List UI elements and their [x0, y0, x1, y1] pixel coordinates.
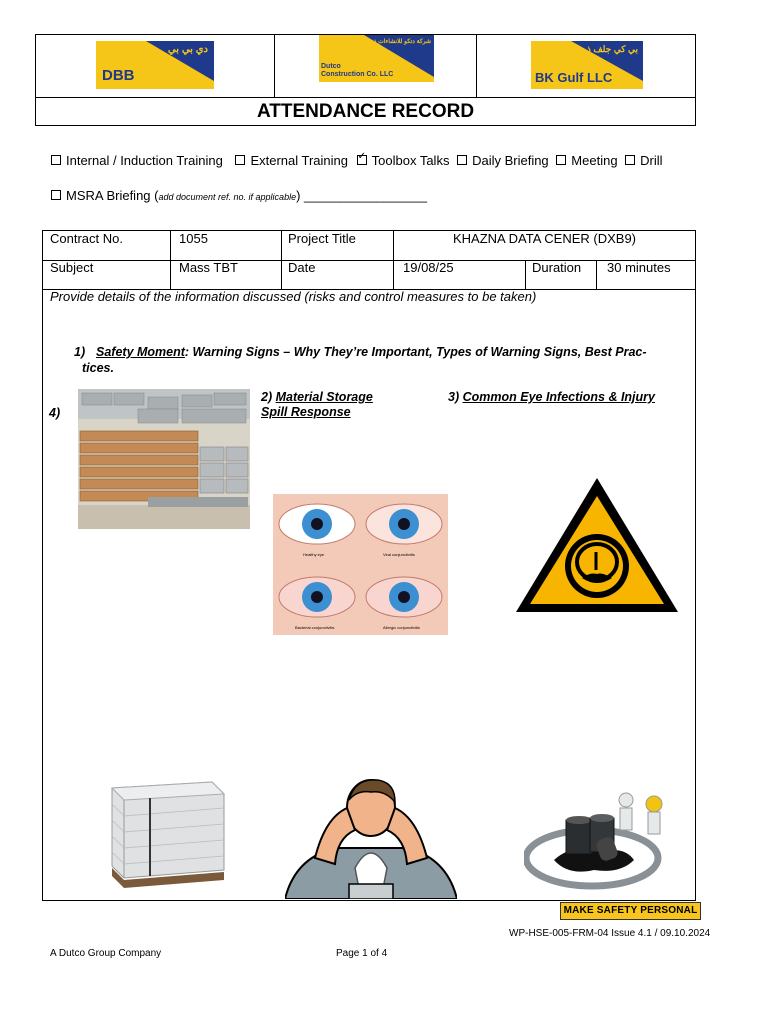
eye-caption: Bacterial conjunctivitis — [295, 625, 335, 630]
spill-warning-sign-icon — [512, 474, 682, 616]
project-title-value: KHAZNA DATA CENER (DXB9) — [453, 231, 636, 246]
item-1-title: Safety Moment — [96, 345, 185, 359]
contract-label: Contract No. — [50, 231, 123, 246]
dbb-logo — [96, 41, 214, 89]
table-divider — [525, 260, 526, 289]
logo-cell-bkgulf — [477, 35, 696, 97]
eye-caption: Viral conjunctivitis — [383, 552, 415, 557]
option-label: External Training — [250, 153, 349, 168]
document-reference: WP-HSE-005-FRM-04 Issue 4.1 / 09.10.2024 — [509, 928, 711, 939]
item-3-title: Common Eye Infections & Injury — [462, 390, 655, 404]
project-title-label: Project Title — [288, 231, 356, 246]
dutco-logo-arabic: شركة دتكو للانشاءات ذ.م.م — [363, 39, 431, 45]
page-title: ATTENDANCE RECORD — [256, 101, 475, 122]
table-divider — [170, 231, 171, 289]
option-label: Daily Briefing — [472, 153, 549, 168]
table-divider — [281, 231, 282, 289]
msra-label: MSRA Briefing ( — [66, 188, 159, 203]
duration-value: 30 minutes — [607, 260, 671, 275]
msra-ref-field[interactable]: ) _________________ — [296, 188, 427, 203]
date-value: 19/08/25 — [403, 260, 454, 275]
checkbox-icon[interactable] — [235, 155, 245, 165]
training-type-options — [51, 153, 663, 168]
option-toolbox-talks[interactable] — [357, 153, 450, 168]
item-1-continuation: tices. — [82, 361, 114, 375]
option-label: Toolbox Talks — [371, 153, 450, 168]
company-name: A Dutco Group Company — [50, 948, 162, 959]
checked-checkbox-icon[interactable] — [357, 155, 367, 165]
eye-caption: Healthy eye — [303, 552, 325, 557]
block-pallet-image — [84, 778, 247, 891]
item-1-number: 1) — [74, 345, 86, 359]
item-2-number: 2) — [261, 390, 276, 404]
checkbox-icon[interactable] — [457, 155, 467, 165]
checkbox-icon[interactable] — [556, 155, 566, 165]
dutco-logo — [319, 35, 434, 82]
item-2-line2-text: Spill Response — [261, 405, 351, 419]
option-daily-briefing[interactable] — [457, 153, 549, 168]
checkbox-icon[interactable] — [625, 155, 635, 165]
material-storage-image — [78, 389, 250, 529]
dbb-logo-arabic: دي بي بي — [167, 44, 208, 55]
option-label: Drill — [640, 153, 663, 168]
duration-label: Duration — [532, 260, 582, 275]
option-meeting[interactable] — [556, 153, 617, 168]
eye-caption: Allergic conjunctivitis — [383, 625, 420, 630]
logo-cell-dbb — [36, 35, 275, 97]
logo-row — [36, 35, 695, 98]
table-divider — [596, 260, 597, 289]
safety-slogan-badge: MAKE SAFETY PERSONAL — [560, 902, 701, 920]
option-label: Meeting — [571, 153, 618, 168]
checkbox-icon[interactable] — [51, 190, 61, 200]
item-1-text: : Warning Signs – Why They’re Important, Types of Warning Signs, Best Prac- — [184, 345, 647, 359]
oil-spill-image — [524, 790, 690, 890]
item-2 — [261, 390, 373, 404]
subject-value: Mass TBT — [179, 260, 238, 275]
eye-wash-image — [285, 778, 457, 899]
option-external-training[interactable] — [235, 153, 348, 168]
item-3 — [448, 390, 655, 404]
msra-note: add document ref. no. if applicable — [158, 192, 297, 202]
option-label: Internal / Induction Training — [66, 153, 223, 168]
option-drill[interactable] — [625, 153, 662, 168]
dutco-logo-line2: Construction Co. LLC — [321, 71, 394, 78]
item-2-title-line2 — [261, 405, 351, 419]
details-prompt: Provide details of the information discussed (risks and control measures to be taken) — [50, 289, 537, 304]
bkgulf-logo — [531, 41, 643, 89]
bkgulf-logo-arabic: بي كي جلف ذ.م.م — [570, 44, 638, 54]
eye-infections-image — [273, 494, 448, 635]
item-2-title-line1: Material Storage — [275, 390, 373, 404]
subject-label: Subject — [50, 260, 94, 275]
dbb-logo-text: DBB — [102, 67, 135, 84]
checkbox-icon[interactable] — [51, 155, 61, 165]
date-label: Date — [288, 260, 316, 275]
contract-value: 1055 — [179, 231, 208, 246]
item-3-number: 3) — [448, 390, 463, 404]
item-1 — [96, 345, 676, 359]
logo-cell-dutco — [275, 35, 477, 97]
bkgulf-logo-text: BK Gulf LLC — [535, 70, 613, 85]
dutco-logo-line1: Dutco — [321, 63, 341, 70]
header-table — [35, 34, 696, 126]
page-number: Page 1 of 4 — [336, 948, 388, 959]
option-msra-briefing[interactable] — [51, 188, 427, 203]
table-divider — [43, 260, 695, 261]
option-internal-training[interactable] — [51, 153, 223, 168]
item-4-number: 4) — [49, 406, 61, 420]
